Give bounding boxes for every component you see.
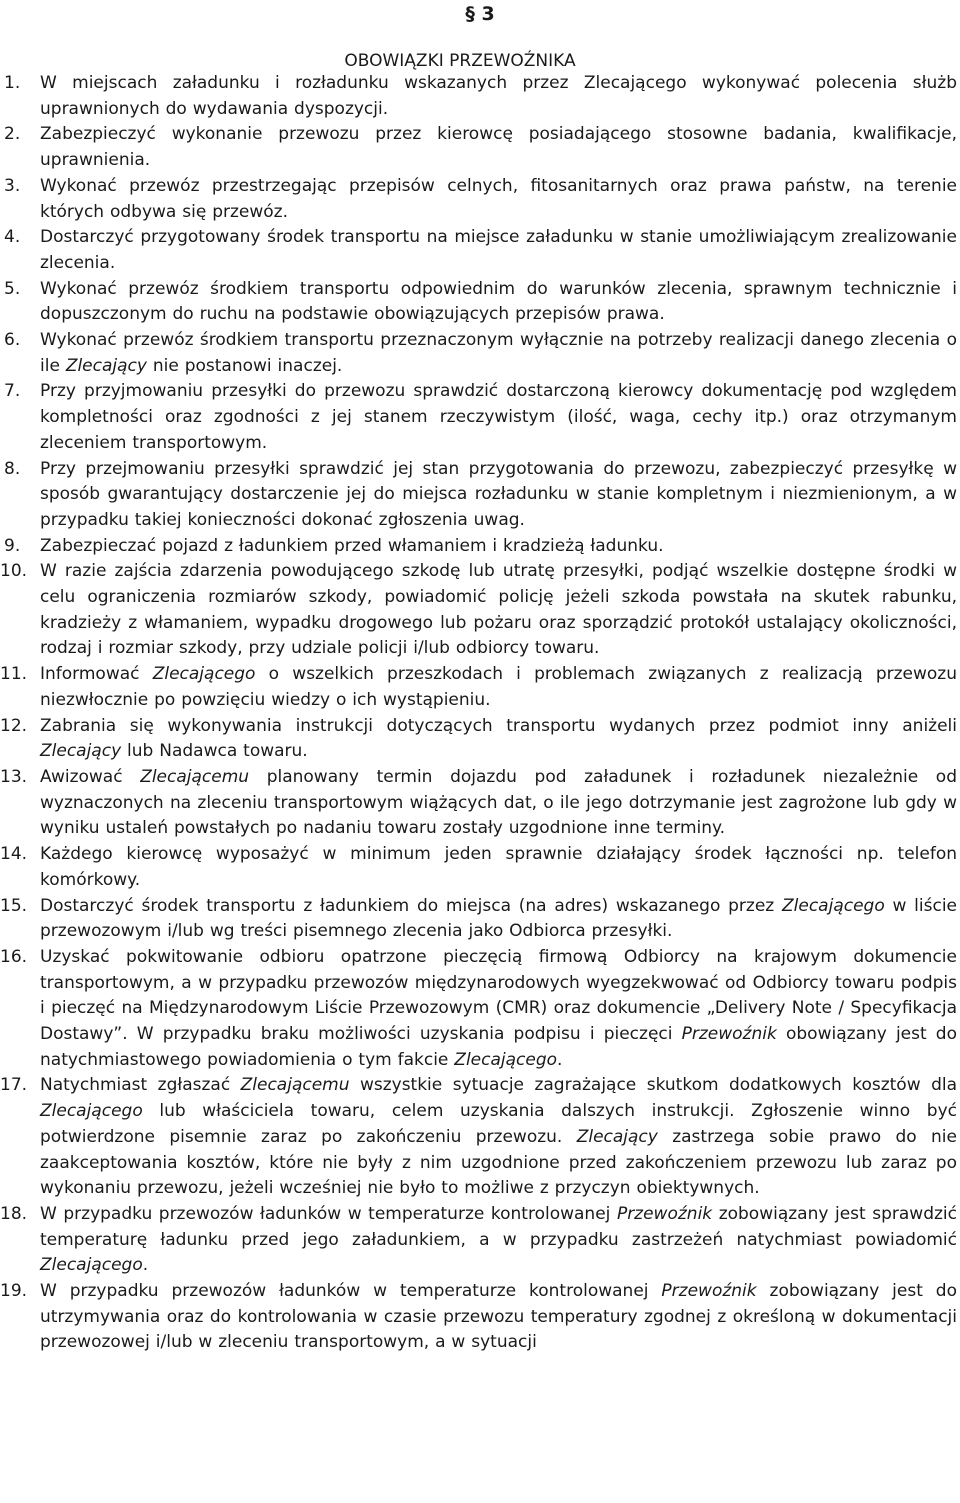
item-number: 6. — [4, 330, 21, 351]
item-text — [40, 1202, 957, 1279]
obligation-item — [0, 765, 960, 842]
text-segment: lub Nadawca towaru. — [121, 741, 308, 762]
text-segment: Zabezpieczać pojazd z ładunkiem przed włamaniem i kradzieżą ładunku. — [40, 535, 664, 556]
party-name: Zlecającego — [152, 664, 256, 685]
text-segment: planowany termin dojazdu pod załadunek i rozładunek niezależnie od wyznaczonych na zleceniu transportowym wiążących dat, o ile jego dotrzymanie jest zagrożone lub gdy w wyniku ustaleń powstałych po nadaniu towaru zostały uzgodnione inne terminy. — [40, 766, 957, 839]
item-text — [40, 842, 957, 893]
item-number: 17. — [0, 1075, 28, 1096]
text-segment: Zabrania się wykonywania instrukcji dotyczących transportu wydanych przez podmiot inny aniżeli — [40, 715, 957, 736]
text-segment: W miejscach załadunku i rozładunku wskazanych przez Zlecającego wykonywać polecenia służb uprawnionych do wydawania dyspozycji. — [40, 73, 957, 119]
text-segment: Uzyskać pokwitowanie odbioru opatrzone pieczęcią firmową Odbiorcy na krajowym dokumencie transportowym, a w przypadku przewozów międzynarodowych wyegzekwować od Odbiorcy towaru podpis i pieczęć na Międzynarodowym Liście Przewozowym (CMR) oraz dokumencie „Delivery Note / Specyfikacja Dostawy”. W przypadku braku możliwości uzyskania podpisu i pieczęci — [40, 946, 957, 1045]
party-name: Przewoźnik — [616, 1203, 713, 1224]
item-number: 3. — [4, 175, 21, 196]
item-number: 12. — [0, 715, 28, 736]
item-text — [40, 1073, 957, 1202]
party-name: Zlecającego — [40, 1255, 143, 1276]
obligation-item — [0, 379, 960, 456]
text-segment: Wykonać przewóz środkiem transportu odpowiednim do warunków zlecenia, sprawnym technicznie i dopuszczonym do ruchu na podstawie obowiązujących przepisów prawa. — [40, 278, 957, 325]
item-text — [40, 1279, 957, 1356]
item-text — [40, 225, 957, 276]
text-segment: obowiązany jest do natychmiastowego powiadomienia o tym fakcie — [40, 1024, 957, 1070]
obligation-item — [0, 277, 960, 328]
item-text — [40, 174, 957, 225]
item-number: 14. — [0, 844, 28, 865]
text-segment: . — [557, 1049, 563, 1070]
party-name: Zlecający — [576, 1126, 658, 1147]
text-segment: Przy przejmowaniu przesyłki sprawdzić jej stan przygotowania do przewozu, zabezpieczyć przesyłkę w sposób gwarantujący dostarczenie jej do miejsca rozładunku w stanie kompletnym i niezmienionym, a w przypadku takiej konieczności dokonać zgłoszenia uwag. — [40, 458, 957, 530]
item-text — [40, 379, 957, 456]
text-segment: Wykonać przewóz środkiem transportu przeznaczonym wyłącznie na potrzeby realizacji danego zlecenia o ile — [40, 330, 957, 376]
item-number: 16. — [0, 946, 28, 967]
obligation-item — [0, 662, 960, 713]
text-segment: w liście przewozowym i/lub wg treści pisemnego zlecenia jako Odbiorca przesyłki. — [40, 895, 958, 942]
text-segment: . — [142, 1255, 149, 1276]
item-number: 15. — [0, 895, 28, 916]
obligation-item — [0, 894, 960, 945]
item-number: 11. — [0, 664, 28, 685]
party-name: Zlecającego — [782, 895, 885, 916]
item-number: 19. — [0, 1281, 28, 1302]
obligation-item — [0, 122, 960, 173]
item-number: 18. — [0, 1203, 28, 1224]
text-segment: Wykonać przewóz przestrzegając przepisów celnych, fitosanitarnych oraz prawa państw, na terenie których odbywa się przewóz. — [40, 175, 957, 222]
text-segment: Każdego kierowcę wyposażyć w minimum jeden sprawnie działający środek łączności np. telefon komórkowy. — [40, 844, 957, 890]
item-text — [40, 559, 957, 662]
obligation-item — [0, 1279, 960, 1356]
item-text — [40, 277, 957, 328]
obligation-item — [0, 842, 960, 893]
item-text — [40, 457, 957, 534]
item-number: 10. — [0, 561, 28, 582]
text-segment: Dostarczyć środek transportu z ładunkiem do miejsca (na adres) wskazanego przez — [40, 895, 782, 916]
item-text — [40, 765, 957, 842]
party-name: Zlecającemu — [140, 766, 250, 787]
item-number: 9. — [4, 535, 21, 556]
text-segment: Natychmiast zgłaszać — [40, 1075, 241, 1096]
item-number: 4. — [4, 227, 21, 248]
text-segment: Zabezpieczyć wykonanie przewozu przez kierowcę posiadającego stosowne badania, kwalifikacje, uprawnienia. — [40, 124, 957, 171]
item-text — [40, 534, 957, 560]
obligation-item — [0, 328, 960, 379]
obligation-item — [0, 1202, 960, 1279]
party-name: Zlecający — [40, 741, 122, 762]
party-name: Przewoźnik — [661, 1281, 757, 1302]
text-segment: lub właściciela towaru, celem uzyskania dalszych instrukcji. Zgłoszenie winno być potwierdzone pisemnie zaraz po zakończeniu przewozu. — [40, 1101, 957, 1147]
item-text — [40, 945, 957, 1074]
obligation-item — [0, 945, 960, 1074]
item-text — [40, 328, 957, 379]
obligations-list — [0, 71, 960, 1356]
item-number: 5. — [4, 278, 21, 299]
obligation-item — [0, 225, 960, 276]
obligation-item — [0, 534, 960, 560]
item-text — [40, 662, 957, 713]
text-segment: Informować — [40, 664, 153, 685]
item-text — [40, 894, 957, 945]
obligation-item — [0, 559, 960, 662]
party-name: Przewoźnik — [681, 1024, 777, 1045]
obligation-item — [0, 457, 960, 534]
obligation-item — [0, 174, 960, 225]
party-name: Zlecającego — [454, 1049, 558, 1070]
text-segment: W razie zajścia zdarzenia powodującego szkodę lub utratę przesyłki, podjąć wszelkie dostępne środki w celu ograniczenia rozmiarów szkody, powiadomić policję jeżeli szkoda powstała na skutek rabunku, kradzieży z włamaniem, wypadku drogowego lub pożaru oraz sporządzić protokół ustalający okoliczności, rodzaj i rozmiar szkody, przy udziale policji i/lub odbiorcy towaru. — [40, 561, 957, 659]
item-text — [40, 122, 957, 173]
text-segment: zastrzega sobie prawo do nie zaakceptowania kosztów, które nie były z nim uzgodnione przed zakończeniem przewozu lub zaraz po wykonaniu przewozu, jeżeli wcześniej nie było to możliwe z przyczyn obiektywnych. — [40, 1126, 957, 1199]
text-segment: o wszelkich przeszkodach i problemach związanych z realizacją przewozu niezwłocznie po powzięciu wiedzy o ich wystąpieniu. — [40, 664, 957, 710]
obligation-item — [0, 1073, 960, 1202]
text-segment: zobowiązany jest sprawdzić temperaturę ładunku przed jego załadunkiem, a w przypadku zastrzeżeń natychmiast powiadomić — [40, 1203, 957, 1250]
section-number: § 3 — [465, 3, 495, 25]
item-number: 13. — [0, 766, 28, 787]
item-text — [40, 714, 957, 765]
item-text — [40, 71, 957, 122]
text-segment: Dostarczyć przygotowany środek transportu na miejsce załadunku w stanie umożliwiającym zrealizowanie zlecenia. — [40, 227, 957, 273]
item-number: 2. — [4, 124, 21, 145]
text-segment: wszystkie sytuacje zagrażające skutkom dodatkowych kosztów dla — [349, 1075, 957, 1096]
item-number: 8. — [4, 458, 21, 479]
section-heading: OBOWIĄZKI PRZEWOŹNIKA — [344, 51, 576, 71]
party-name: Zlecającemu — [240, 1075, 350, 1096]
text-segment: Awizować — [40, 766, 141, 787]
text-segment: nie postanowi inaczej. — [146, 355, 343, 376]
item-number: 7. — [4, 381, 21, 402]
item-number: 1. — [4, 73, 21, 93]
party-name: Zlecającego — [40, 1101, 143, 1122]
text-segment: Przy przyjmowaniu przesyłki do przewozu sprawdzić dostarczoną kierowcy dokumentację pod względem kompletności oraz zgodności z jej stanem rzeczywistym (ilość, waga, cechy itp.) oraz otrzymanym zleceniem transportowym. — [40, 381, 957, 453]
text-segment: W przypadku przewozów ładunków w temperaturze kontrolowanej — [40, 1203, 617, 1224]
party-name: Zlecający — [65, 355, 147, 376]
obligation-item — [0, 714, 960, 765]
text-segment: W przypadku przewozów ładunków w temperaturze kontrolowanej — [40, 1281, 662, 1302]
text-segment: zobowiązany jest do utrzymywania oraz do kontrolowania w czasie przewozu temperatury zgodnej z określoną w dokumentacji przewozowej i/lub w zleceniu transportowym, a w sytuacji — [40, 1281, 957, 1353]
obligation-item — [0, 71, 960, 122]
